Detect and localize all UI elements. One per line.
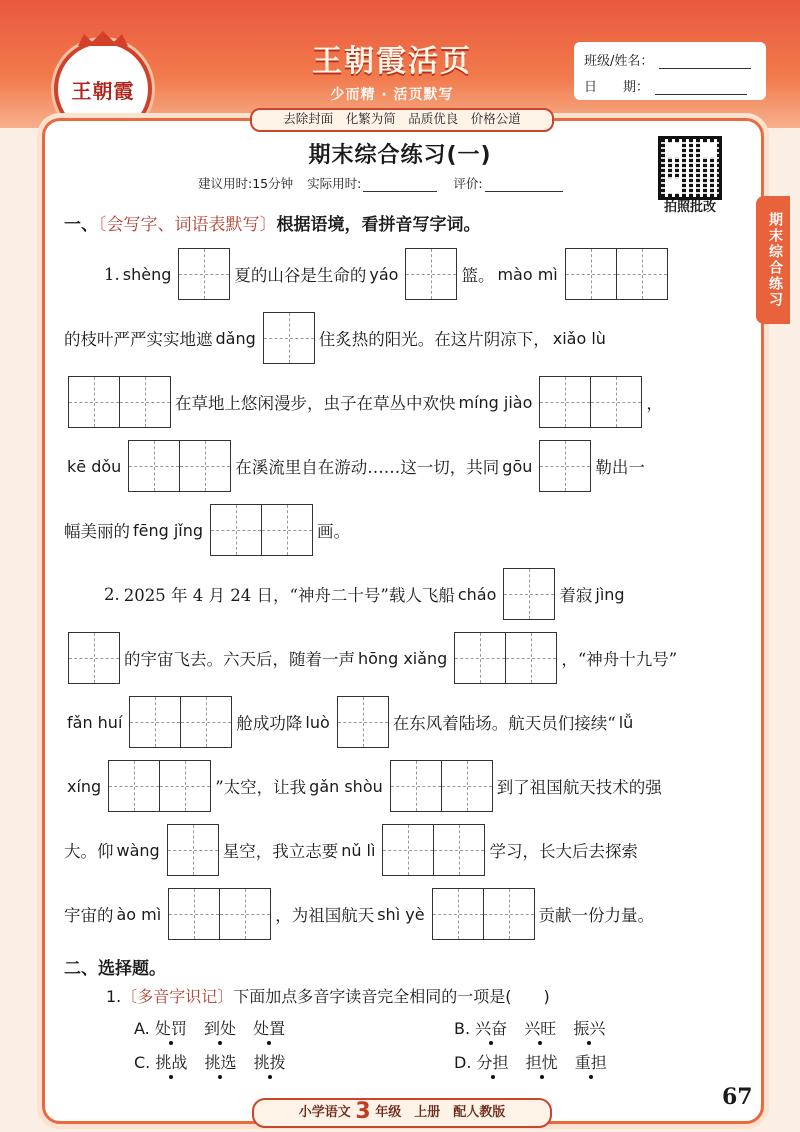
answer-box[interactable] [432,888,484,940]
actual-time-field[interactable] [363,179,437,192]
pinyin: shì yè [377,904,425,924]
pinyin: xíng [67,776,102,796]
qr-label: 拍照批改 [663,200,716,215]
answer-box-group[interactable] [210,504,313,556]
answer-box-group[interactable] [68,376,171,428]
answer-box[interactable] [454,632,506,684]
option-label: B. [454,1019,471,1038]
text-segment: 宇宙的 [64,906,114,925]
answer-box-group[interactable] [68,632,120,684]
option-word: 重担 [575,1050,607,1073]
qr-code-icon[interactable] [658,136,722,200]
option-word: 到处 [204,1016,236,1039]
pinyin: shèng [122,264,172,284]
answer-box-group[interactable] [503,568,555,620]
answer-box[interactable] [262,504,313,556]
p1-line1 [104,248,784,300]
question-number: 1. [106,987,122,1006]
question-text: 下面加点多音字读音完全相同的一项是( ) [233,987,550,1006]
answer-box[interactable] [539,376,591,428]
pinyin: fēng jǐng [133,520,204,540]
question-tag: 〔多音字识记〕 [121,987,234,1006]
side-tab: 期末综合练习 [756,196,790,324]
slogan-banner: 去除封面 化繁为简 品质优良 价格公道 [250,108,554,132]
text-segment: 的宇宙飞去。六天后，随着一声 [124,650,355,669]
option-c[interactable] [134,1050,286,1073]
answer-box[interactable] [382,824,434,876]
answer-box[interactable] [210,504,262,556]
date-field[interactable] [655,80,747,95]
evaluation-label: 评价: [453,176,483,191]
p1-line4 [64,440,744,492]
answer-box[interactable] [181,696,232,748]
text-segment: ，为祖国航天 [275,906,375,925]
option-label: C. [134,1053,151,1072]
pinyin: míng jiào [458,392,533,412]
pinyin: dǎng [215,328,256,348]
answer-box[interactable] [434,824,485,876]
text-segment: 在东风着陆场。航天员们接续“ [392,714,616,733]
answer-box[interactable] [565,248,617,300]
text-segment: 夏的山谷是生命的 [234,266,367,285]
pinyin: xiǎo lù [552,328,606,348]
text-segment: 舱成功降 [236,714,303,733]
brand-block [272,36,512,106]
text-segment: ，“神舟十九号” [561,650,678,669]
answer-box[interactable] [591,376,642,428]
section1-instruction: 根据语境，看拼音写字词。 [276,215,481,235]
answer-box-group[interactable] [337,696,389,748]
footer-subject: 小学语文 [298,1105,351,1120]
suggested-time: 建议用时:15分钟 [198,176,294,191]
answer-box[interactable] [503,568,555,620]
answer-box-group[interactable] [168,888,271,940]
section1-heading [64,210,481,235]
option-word: 兴奋 [475,1016,507,1039]
answer-box-group[interactable] [178,248,230,300]
answer-box[interactable] [220,888,271,940]
class-name-field[interactable] [659,54,751,69]
pinyin: fǎn huí [67,712,123,732]
p1-line5 [64,504,744,556]
answer-box[interactable] [129,696,181,748]
option-word: 挑选 [204,1050,236,1073]
p1-line3 [64,376,744,428]
option-word: 处置 [253,1016,285,1039]
section1-number: 一、 [64,215,98,235]
answer-box[interactable] [506,632,557,684]
question-1 [106,984,550,1007]
answer-box[interactable] [442,760,493,812]
pinyin: jìng [595,584,625,604]
option-label: D. [454,1053,472,1072]
text-segment: ， [646,394,663,413]
pinyin: gōu [502,456,533,476]
pinyin: nǔ lì [341,840,376,860]
footer-banner [252,1098,552,1128]
pinyin: lǚ [618,712,634,732]
answer-box-group[interactable] [405,248,457,300]
option-word: 挑战 [155,1050,187,1073]
option-word: 振兴 [573,1016,605,1039]
answer-box-group[interactable] [432,888,535,940]
option-label: A. [134,1019,150,1038]
text-segment: 住炙热的阳光。在这片阴凉下， [318,330,550,349]
pinyin: gǎn shòu [309,776,383,796]
text-segment: 的枝叶严严实实地遮 [64,330,213,349]
pinyin: luò [305,712,330,732]
pinyin: cháo [457,584,497,604]
answer-box[interactable] [263,312,315,364]
answer-box-group[interactable] [128,440,231,492]
option-d[interactable] [454,1050,607,1073]
date-label: 日 期： [584,80,650,95]
pinyin: mào mì [497,264,558,284]
option-a[interactable] [134,1016,285,1039]
date-row [584,76,747,95]
answer-box[interactable] [68,376,120,428]
answer-box-group[interactable] [382,824,485,876]
text-segment: 着寂 [559,586,593,605]
page-number: 67 [722,1084,753,1110]
footer-grade-number: 3 [355,1099,371,1124]
text-segment: 学习，长大后去探索 [489,842,638,861]
logo-text: 王朝霞 [71,78,135,103]
answer-box-group[interactable] [108,760,211,812]
answer-box[interactable] [168,888,220,940]
option-word: 担忧 [526,1050,558,1073]
pinyin: ào mì [116,904,162,924]
answer-box-group[interactable] [167,824,219,876]
text-segment: 幅美丽的 [64,522,130,541]
text-segment: 大。仰 [64,842,114,861]
p2-line6 [64,888,744,940]
pinyin: kē dǒu [67,456,122,476]
class-name-row [584,50,751,69]
answer-box[interactable] [120,376,171,428]
text-segment: 在草地上悠闲漫步，虫子在草丛中欢快 [175,394,456,413]
brand-subtitle: 少而精 · 活页默写 [330,87,454,103]
answer-box[interactable] [180,440,231,492]
answer-box[interactable] [160,760,211,812]
student-info-box [574,42,766,100]
text-segment: 贡献一份力量。 [538,906,655,925]
answer-box-group[interactable] [565,248,668,300]
actual-time-label: 实际用时: [307,176,362,191]
answer-box[interactable] [128,440,180,492]
answer-box[interactable] [390,760,442,812]
text-segment: 2025 年 4 月 24 日，“神舟二十号”载人飞船 [123,586,455,605]
answer-box[interactable] [108,760,160,812]
footer-grade-label: 年级 上册 配人教版 [375,1105,506,1120]
answer-box[interactable] [617,248,668,300]
pinyin: hōng xiǎng [358,648,448,668]
answer-box[interactable] [167,824,219,876]
text-segment: 到了祖国航天技术的强 [496,778,662,797]
option-word: 兴旺 [524,1016,556,1039]
text-segment: 篮。 [461,266,495,285]
answer-box[interactable] [178,248,230,300]
brand-title: 王朝霞活页 [312,44,472,79]
section2-heading: 二、选择题。 [64,959,166,979]
exercise-meta [198,174,571,192]
option-word: 分担 [477,1050,509,1073]
p1-number: 1. [104,264,120,284]
option-word: 处罚 [155,1016,187,1039]
p2-line5 [64,824,744,876]
p2-line3 [64,696,744,748]
text-segment: 画。 [317,522,351,541]
p1-line2 [64,312,744,364]
answer-box-group[interactable] [539,376,642,428]
evaluation-field[interactable] [485,179,563,192]
text-segment: 在溪流里自在游动……这一切，共同 [235,458,500,477]
class-name-label: 班级/姓名： [584,54,654,69]
section1-tag: 〔会写字、词语表默写〕 [98,215,277,235]
answer-box[interactable] [68,632,120,684]
text-segment: 勒出一 [595,458,645,477]
crown-icon [76,30,130,48]
pinyin: wàng [116,840,160,860]
answer-box-group[interactable] [454,632,557,684]
exercise-title: 期末综合练习(一) [308,143,492,168]
text-segment: 星空，我立志要 [222,842,339,861]
p2-line2 [64,632,744,684]
answer-box-group[interactable] [390,760,493,812]
option-b[interactable] [454,1016,605,1039]
option-word: 挑拨 [254,1050,286,1073]
answer-box[interactable] [405,248,457,300]
p2-line1 [104,568,784,620]
p2-line4 [64,760,744,812]
answer-box-group[interactable] [263,312,315,364]
answer-box[interactable] [337,696,389,748]
answer-box-group[interactable] [539,440,591,492]
answer-box-group[interactable] [129,696,232,748]
text-segment: ”太空，让我 [215,778,307,797]
p2-number: 2. [104,584,120,604]
pinyin: yáo [369,264,399,284]
answer-box[interactable] [484,888,535,940]
answer-box[interactable] [539,440,591,492]
